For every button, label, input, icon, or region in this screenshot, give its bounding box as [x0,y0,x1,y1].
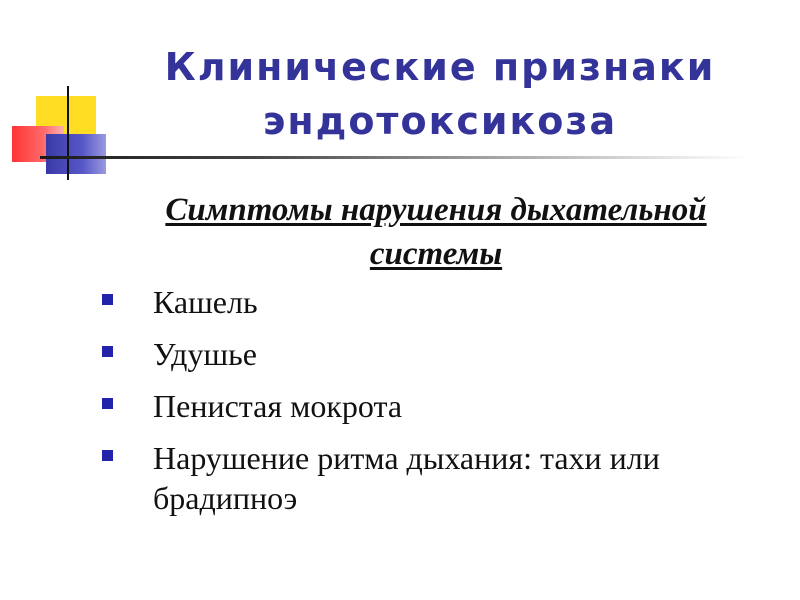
square-bullet-icon [102,346,113,357]
bullet-text: Удушье [153,336,257,372]
slide-title-line-1: Клинические признаки [164,45,716,89]
bullet-text: Кашель [153,284,258,320]
slide-title [100,40,780,148]
square-bullet-icon [102,294,113,305]
bullet-item [100,438,780,518]
bullet-text: Нарушение ритма дыхания: тахи или брадипноэ [153,440,660,516]
slide-title-line-2: эндотоксикоза [262,99,618,143]
bullet-item [100,386,780,426]
square-bullet-icon [102,450,113,461]
decor-blue-square [46,134,106,174]
bullet-list [100,282,780,530]
slide-subtitle: Симптомы нарушения дыхательной системы [165,192,707,272]
bullet-text: Пенистая мокрота [153,388,403,424]
bullet-item [100,282,780,322]
bullet-item [100,334,780,374]
title-divider [40,156,750,159]
decor-vertical-line [67,86,69,180]
square-bullet-icon [102,398,113,409]
